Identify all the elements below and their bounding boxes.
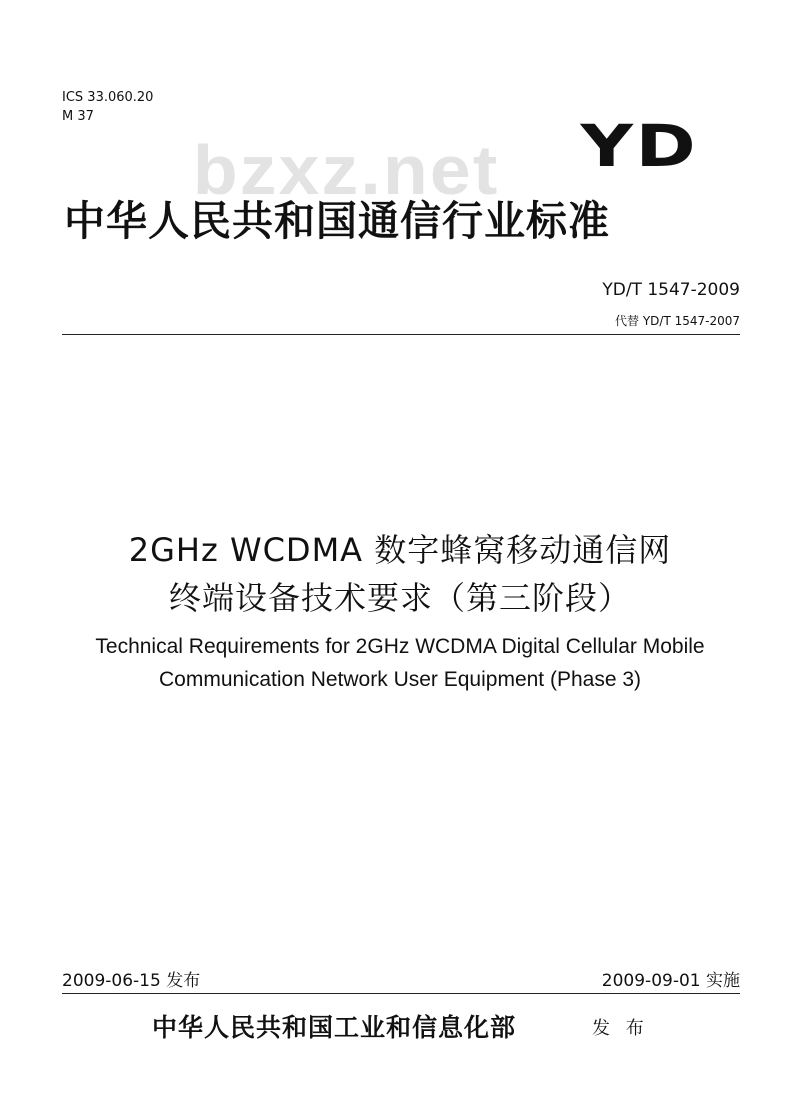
watermark: bzxz.net: [192, 131, 500, 209]
ics-code: ICS 33.060.20: [62, 90, 154, 105]
replaces-standard: 代替 YD/T 1547-2007: [615, 314, 740, 328]
standard-organization-title: 中华人民共和国通信行业标准: [64, 197, 610, 245]
issue-date: 2009-06-15 发布: [62, 971, 201, 991]
english-title: [0, 630, 800, 696]
footer-divider: [62, 993, 740, 994]
standard-number: YD/T 1547-2009: [602, 280, 740, 300]
issuing-authority: 中华人民共和国工业和信息化部: [152, 1013, 517, 1042]
effective-date: 2009-09-01 实施: [601, 971, 740, 991]
classification-codes: [62, 88, 153, 126]
chinese-title: [0, 526, 800, 622]
chinese-title-line-2: 终端设备技术要求（第三阶段）: [168, 579, 631, 617]
header-divider: [62, 334, 740, 335]
ccs-code: M 37: [62, 109, 94, 124]
chinese-title-line-1: 2GHz WCDMA 数字蜂窝移动通信网: [128, 531, 672, 569]
english-title-line-2: Communication Network User Equipment (Phase 3): [158, 668, 642, 691]
english-title-line-1: Technical Requirements for 2GHz WCDMA Digital Cellular Mobile: [95, 635, 705, 658]
yd-logo: YD: [580, 112, 698, 180]
issuing-verb: 发 布: [592, 1018, 649, 1039]
